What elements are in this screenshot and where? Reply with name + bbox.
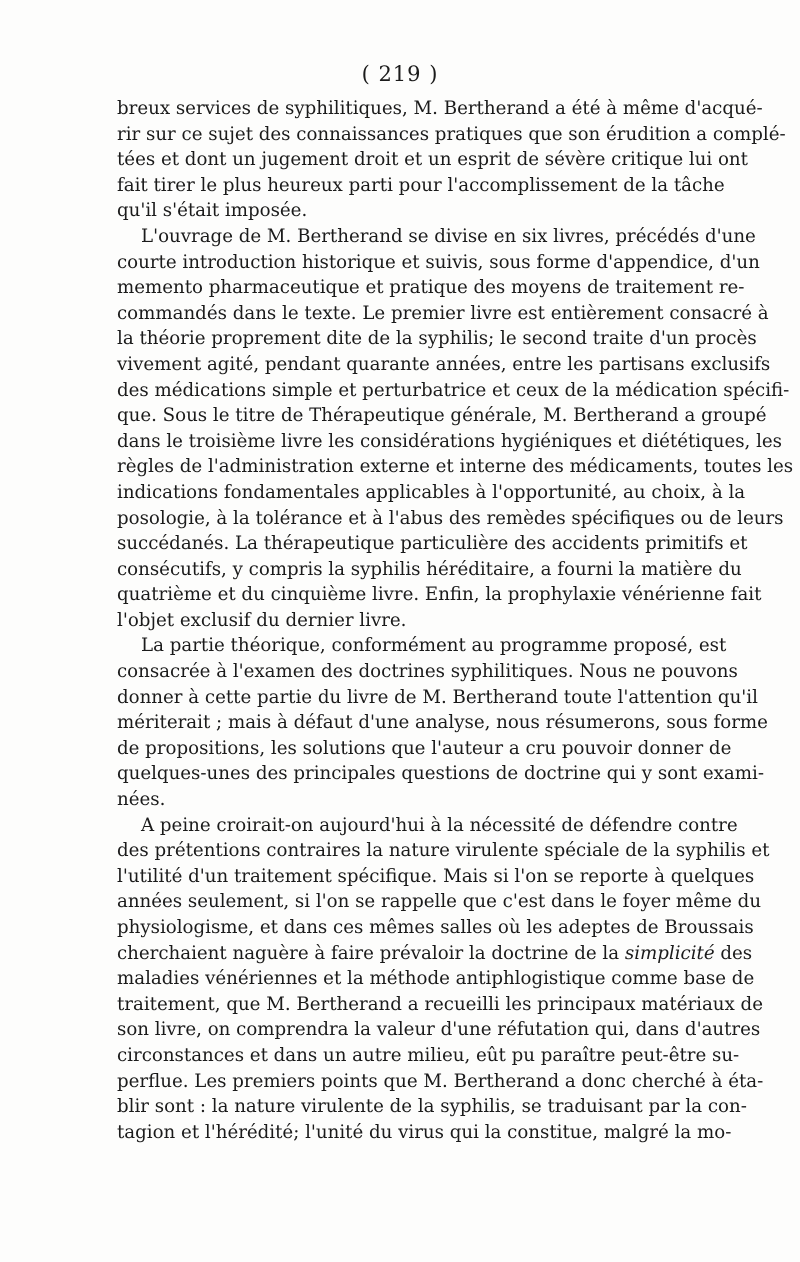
text-line: tagion et l'hérédité; l'unité du virus qui la constitue, malgré la mo-: [117, 1121, 732, 1143]
text-line: consécutifs, y compris la syphilis héréditaire, a fourni la matière du: [117, 558, 742, 580]
text-line: [117, 941, 753, 967]
text-line: des prétentions contraires la nature virulente spéciale de la syphilis et: [117, 840, 770, 862]
text-line: des médications simple et perturbatrice et ceux de la médication spécifi-: [117, 379, 790, 401]
text-line: indications fondamentales applicables à l'opportunité, au choix, à la: [117, 481, 746, 503]
text-line: vivement agité, pendant quarante années, entre les partisans exclusifs: [117, 353, 771, 375]
text-line: maladies vénériennes et la méthode antiphlogistique comme base de: [117, 968, 755, 990]
text-line: posologie, à la tolérance et à l'abus des remèdes spécifiques ou de leurs: [117, 507, 784, 529]
text-line: memento pharmaceutique et pratique des moyens de traitement re-: [117, 277, 745, 299]
text-line: que. Sous le titre de Thérapeutique générale, M. Bertherand a groupé: [117, 405, 767, 427]
emphasized-word: simplicité: [624, 942, 715, 964]
text-line: règles de l'administration externe et interne des médicaments, toutes les: [117, 456, 794, 478]
text-line: physiologisme, et dans ces mêmes salles où les adeptes de Broussais: [117, 917, 754, 938]
text-line: l'objet exclusif du dernier livre.: [117, 609, 407, 631]
text-line: quelques-unes des principales questions de doctrine qui y sont exami-: [117, 763, 764, 785]
text-line: quatrième et du cinquième livre. Enfin, la prophylaxie vénérienne fait: [117, 584, 762, 606]
text-line: dans le troisième livre les considérations hygiéniques et diététiques, les: [117, 430, 783, 452]
text-line: L'ouvrage de M. Bertherand se divise en six livres, précédés d'une: [141, 225, 756, 247]
text-line-part: cherchaient naguère à faire prévaloir la doctrine de la: [117, 942, 625, 964]
text-line: tées et dont un jugement droit et un esprit de sévère critique lui ont: [117, 149, 748, 171]
text-line: perflue. Les premiers points que M. Bertherand a donc cherché à éta-: [117, 1070, 764, 1092]
text-line: succédanés. La thérapeutique particulière des accidents primitifs et: [117, 533, 748, 555]
text-line: blir sont : la nature virulente de la syphilis, se traduisant par la con-: [117, 1096, 747, 1118]
text-line: commandés dans le texte. Le premier livre est entièrement consacré à: [117, 302, 769, 324]
text-line: courte introduction historique et suivis, sous forme d'appendice, d'un: [117, 251, 760, 273]
body-text: [117, 96, 794, 1145]
text-line: fait tirer le plus heureux parti pour l'accomplissement de la tâche: [117, 174, 725, 196]
text-line: nées.: [117, 789, 166, 811]
text-line: la théorie proprement dite de la syphilis; le second traite d'un procès: [117, 328, 757, 350]
text-line: de propositions, les solutions que l'auteur a cru pouvoir donner de: [117, 737, 732, 759]
text-line: mériterait ; mais à défaut d'une analyse, nous résumerons, sous forme: [117, 712, 768, 734]
text-line: La partie théorique, conformément au programme proposé, est: [141, 635, 727, 657]
text-line: consacrée à l'examen des doctrines syphilitiques. Nous ne pouvons: [117, 661, 738, 683]
text-line-part: des: [714, 942, 753, 964]
text-line: donner à cette partie du livre de M. Bertherand toute l'attention qu'il: [117, 686, 758, 708]
text-line: qu'il s'était imposée.: [117, 200, 308, 222]
text-line: rir sur ce sujet des connaissances pratiques que son érudition a complé-: [117, 123, 786, 145]
text-line: son livre, on comprendra la valeur d'une réfutation qui, dans d'autres: [117, 1019, 761, 1041]
page-number: ( 219 ): [361, 62, 439, 86]
text-line: traitement, que M. Bertherand a recueilli les principaux matériaux de: [117, 993, 763, 1015]
text-line: années seulement, si l'on se rappelle que c'est dans le foyer même du: [117, 891, 762, 913]
text-line: l'utilité d'un traitement spécifique. Mais si l'on se reporte à quelques: [117, 865, 755, 887]
text-line: circonstances et dans un autre milieu, eût pu paraître peut-être su-: [117, 1044, 740, 1066]
text-line: A peine croirait-on aujourd'hui à la nécessité de défendre contre: [141, 814, 738, 836]
text-line: breux services de syphilitiques, M. Bertherand a été à même d'acqué-: [117, 98, 763, 119]
